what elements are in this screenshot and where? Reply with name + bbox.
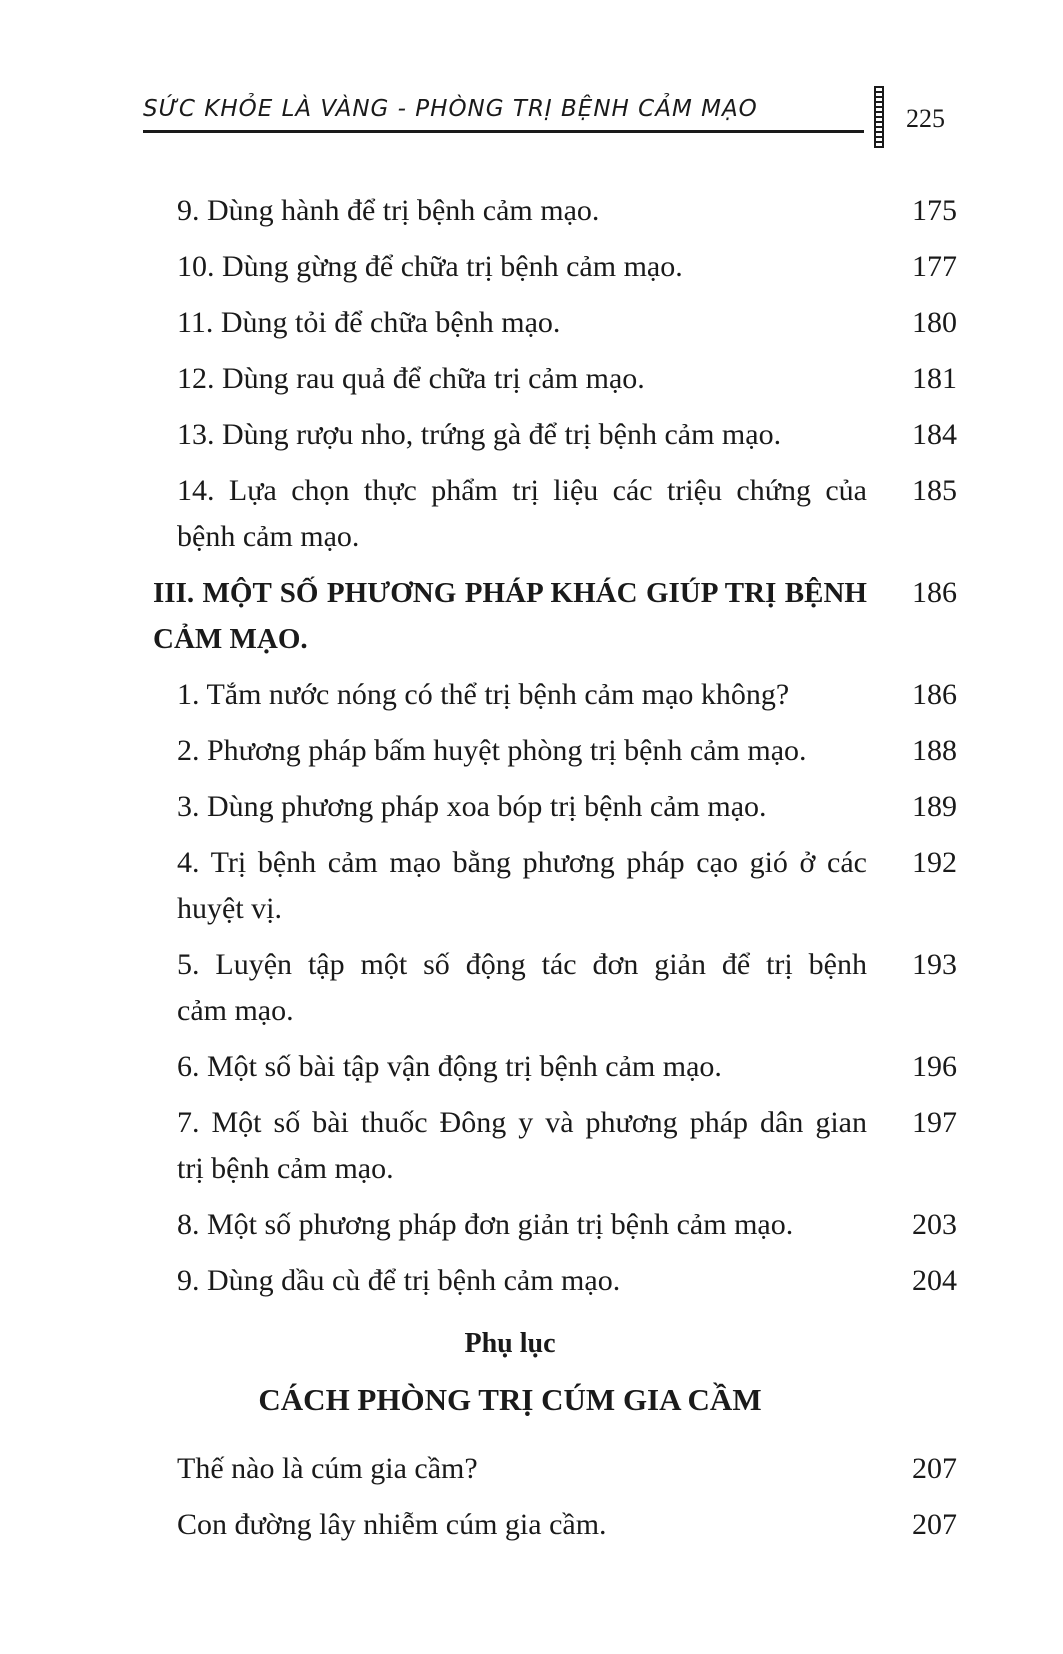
toc-entry-text-line1: 4. Trị bệnh cảm mạo bằng phương pháp cạo gió ở các <box>177 846 867 879</box>
toc-entry-page: 188 <box>912 734 957 767</box>
toc-entry-text-line2: trị bệnh cảm mạo. <box>177 1152 394 1185</box>
toc-entry <box>177 412 957 458</box>
toc-entry <box>177 1502 957 1548</box>
toc-entry <box>177 1044 957 1090</box>
toc-entry-page: 203 <box>912 1208 957 1241</box>
toc-entry-page: 181 <box>912 362 957 395</box>
toc-entry <box>177 1446 957 1492</box>
toc-entry-text: 3. Dùng phương pháp xoa bóp trị bệnh cảm mạo. <box>177 790 767 823</box>
running-title: SỨC KHỎE LÀ VÀNG - PHÒNG TRỊ BỆNH CẢM MẠO <box>143 96 758 122</box>
toc-entry-text-line2: bệnh cảm mạo. <box>177 520 360 553</box>
toc-entry <box>177 244 957 290</box>
toc-entry <box>177 672 957 718</box>
toc-entry-text: 2. Phương pháp bấm huyệt phòng trị bệnh cảm mạo. <box>177 734 807 767</box>
toc-entry <box>177 1202 957 1248</box>
toc-entry-text: Con đường lây nhiễm cúm gia cầm. <box>177 1508 607 1541</box>
toc-entry-text-line1: 7. Một số bài thuốc Đông y và phương pháp dân gian <box>177 1106 867 1139</box>
toc-entry-text: 11. Dùng tỏi để chữa bệnh mạo. <box>177 306 561 339</box>
toc-entry-page: 192 <box>912 846 957 879</box>
toc-entry-page: 184 <box>912 418 957 451</box>
toc-entry-page: 197 <box>912 1106 957 1139</box>
toc-entry <box>177 728 957 774</box>
toc-entry-page: 196 <box>912 1050 957 1083</box>
toc-section-title-line2: CẢM MẠO. <box>153 623 308 655</box>
toc-entry-text: 9. Dùng hành để trị bệnh cảm mạo. <box>177 194 600 227</box>
toc-entry-text: 12. Dùng rau quả để chữa trị cảm mạo. <box>177 362 645 395</box>
toc-section-title-line1: III. MỘT SỐ PHƯƠNG PHÁP KHÁC GIÚP TRỊ BỆNH <box>153 577 867 609</box>
toc-entry-page: 185 <box>912 474 957 507</box>
appendix-title: CÁCH PHÒNG TRỊ CÚM GIA CẦM <box>258 1382 762 1417</box>
toc-entry <box>177 356 957 402</box>
toc-section <box>153 570 957 662</box>
toc-entry <box>177 1100 957 1192</box>
toc-entry-text-line1: 14. Lựa chọn thực phẩm trị liệu các triệu chứng của <box>177 474 867 507</box>
toc-entry-text-line2: huyệt vị. <box>177 892 282 925</box>
toc-entry-page: 193 <box>912 948 957 981</box>
toc-entry <box>177 840 957 932</box>
appendix-label: Phụ lục <box>464 1328 556 1359</box>
toc-entry-text: Thế nào là cúm gia cầm? <box>177 1452 478 1485</box>
toc-entry-text: 6. Một số bài tập vận động trị bệnh cảm mạo. <box>177 1050 722 1083</box>
page-number: 225 <box>906 104 945 133</box>
toc-entry <box>177 784 957 830</box>
toc-entry <box>177 1258 957 1304</box>
toc-entry-page: 177 <box>912 250 957 283</box>
toc-entry-page: 180 <box>912 306 957 339</box>
toc-entry <box>177 468 957 560</box>
toc-entry-text: 13. Dùng rượu nho, trứng gà để trị bệnh cảm mạo. <box>177 418 782 451</box>
toc-entry-text: 1. Tắm nước nóng có thể trị bệnh cảm mạo không? <box>177 678 790 711</box>
toc-entry-page: 204 <box>912 1264 957 1297</box>
toc-entry-page: 207 <box>912 1452 957 1485</box>
toc-entry-page: 186 <box>912 678 957 711</box>
toc-entry-text: 8. Một số phương pháp đơn giản trị bệnh cảm mạo. <box>177 1208 794 1241</box>
toc-entry-page: 207 <box>912 1508 957 1541</box>
toc-entry-text-line1: 5. Luyện tập một số động tác đơn giản để trị bệnh <box>177 948 867 981</box>
toc-entry-text: 9. Dùng dầu cù để trị bệnh cảm mạo. <box>177 1264 621 1297</box>
toc-entry-text: 10. Dùng gừng để chữa trị bệnh cảm mạo. <box>177 250 683 283</box>
toc-entry-text-line2: cảm mạo. <box>177 994 294 1027</box>
toc-entry <box>177 300 957 346</box>
header-rule <box>143 130 864 133</box>
toc-entry <box>177 942 957 1034</box>
toc-entry-page: 189 <box>912 790 957 823</box>
header-ornament-icon <box>874 86 884 148</box>
toc-section-page: 186 <box>912 576 957 609</box>
toc-entry <box>177 188 957 234</box>
toc-entry-page: 175 <box>912 194 957 227</box>
